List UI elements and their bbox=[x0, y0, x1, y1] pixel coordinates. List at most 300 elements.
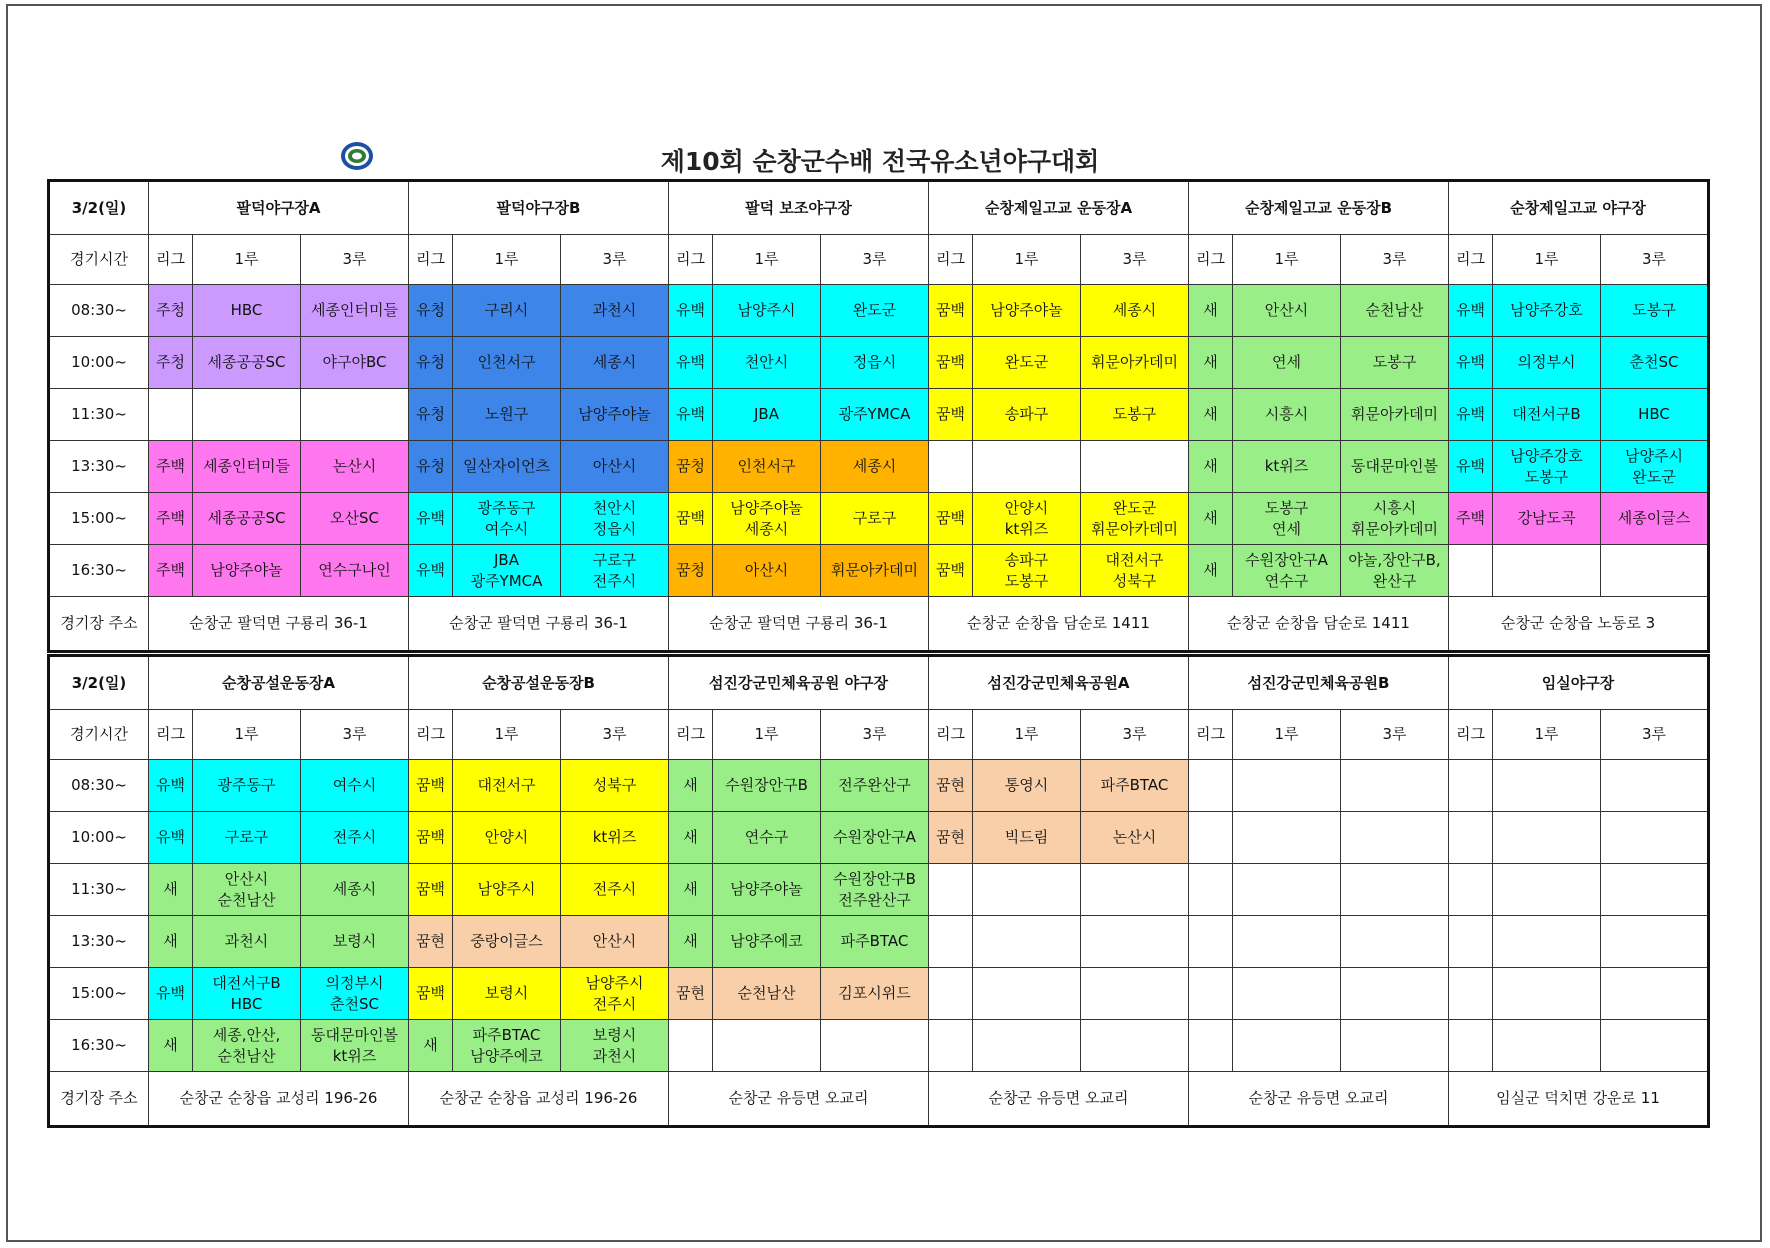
third-base-team bbox=[1601, 389, 1709, 441]
game-row bbox=[49, 493, 1709, 545]
first-base-header: 1루 bbox=[1493, 710, 1601, 760]
third-base-team bbox=[1341, 812, 1449, 864]
venue-address: 순창군 순창읍 담순로 1411 bbox=[929, 597, 1189, 652]
team-name: 아산시 bbox=[592, 457, 637, 475]
first-base-team bbox=[193, 968, 301, 1020]
address-label: 경기장 주소 bbox=[49, 1072, 149, 1127]
team-name: 세종시 bbox=[744, 519, 789, 538]
league-cell: 새 bbox=[1189, 441, 1233, 493]
first-base-team bbox=[193, 337, 301, 389]
team-name: 안산시 bbox=[592, 932, 637, 950]
first-base-team bbox=[1493, 812, 1601, 864]
league-cell: 주백 bbox=[149, 545, 193, 597]
third-base-team bbox=[1081, 493, 1189, 545]
league-cell: 유백 bbox=[669, 285, 713, 337]
venue-address: 순창군 순창읍 교성리 196-26 bbox=[409, 1072, 669, 1127]
first-base-team bbox=[453, 760, 561, 812]
game-row bbox=[49, 441, 1709, 493]
first-base-header: 1루 bbox=[713, 710, 821, 760]
first-base-team bbox=[973, 493, 1081, 545]
league-cell bbox=[929, 441, 973, 493]
team-name: 완산구 bbox=[1372, 571, 1417, 590]
third-base-team bbox=[561, 441, 669, 493]
first-base-team bbox=[1233, 812, 1341, 864]
third-base-team bbox=[1081, 968, 1189, 1020]
venue-name: 섬진강군민체육공원B bbox=[1189, 656, 1449, 710]
first-base-team bbox=[193, 389, 301, 441]
team-name: 파주BTAC bbox=[840, 932, 909, 950]
team-name: 통영시 bbox=[1004, 776, 1049, 794]
third-base-team bbox=[1601, 493, 1709, 545]
team-name: HBC bbox=[230, 994, 263, 1013]
third-base-team bbox=[1341, 441, 1449, 493]
team-name: 안양시 bbox=[1004, 498, 1049, 517]
team-name: 논산시 bbox=[1112, 828, 1157, 846]
first-base-team bbox=[1493, 441, 1601, 493]
third-base-team bbox=[1601, 968, 1709, 1020]
team-name: 중랑이글스 bbox=[470, 932, 543, 950]
first-base-team bbox=[1233, 285, 1341, 337]
team-name: 전주시 bbox=[592, 571, 637, 590]
third-base-team bbox=[1341, 968, 1449, 1020]
venue-header-row bbox=[49, 656, 1709, 710]
league-cell: 새 bbox=[669, 916, 713, 968]
game-time: 10:00~ bbox=[49, 812, 149, 864]
first-base-team bbox=[453, 389, 561, 441]
team-name: kt위즈 bbox=[332, 1046, 377, 1065]
third-base-team bbox=[301, 916, 409, 968]
third-base-team bbox=[1601, 1020, 1709, 1072]
league-cell: 유백 bbox=[149, 812, 193, 864]
team-name: 전주완산구 bbox=[838, 776, 911, 794]
team-name: 도봉구 bbox=[1264, 498, 1309, 517]
third-base-team bbox=[1081, 389, 1189, 441]
team-name: 연수구 bbox=[744, 828, 789, 846]
third-base-team bbox=[1601, 441, 1709, 493]
first-base-team bbox=[973, 337, 1081, 389]
third-base-team bbox=[1601, 864, 1709, 916]
league-cell bbox=[1189, 968, 1233, 1020]
team-name: 남양주시 bbox=[585, 973, 644, 992]
venue-name: 순창제일고교 운동장B bbox=[1189, 181, 1449, 235]
first-base-team bbox=[453, 337, 561, 389]
league-cell bbox=[149, 389, 193, 441]
third-base-team bbox=[301, 285, 409, 337]
team-name: 세종시 bbox=[592, 353, 637, 371]
third-base-header: 3루 bbox=[821, 235, 929, 285]
venue-name: 팔덕야구장B bbox=[409, 181, 669, 235]
league-cell bbox=[1449, 864, 1493, 916]
team-name: 완도군 bbox=[1112, 498, 1157, 517]
team-name: 보령시 bbox=[592, 1025, 637, 1044]
third-base-team bbox=[301, 441, 409, 493]
league-header: 리그 bbox=[149, 235, 193, 285]
league-cell bbox=[1449, 760, 1493, 812]
game-time: 11:30~ bbox=[49, 389, 149, 441]
league-cell: 꿈백 bbox=[409, 812, 453, 864]
third-base-header: 3루 bbox=[561, 710, 669, 760]
team-name: 남양주시 bbox=[1625, 446, 1683, 465]
league-cell: 유백 bbox=[1449, 337, 1493, 389]
team-name: 남양주야놀 bbox=[990, 301, 1063, 319]
first-base-header: 1루 bbox=[193, 710, 301, 760]
league-cell: 꿈백 bbox=[929, 493, 973, 545]
team-name: 천안시 bbox=[592, 498, 637, 517]
league-cell bbox=[669, 1020, 713, 1072]
first-base-team bbox=[1233, 968, 1341, 1020]
team-name: 수원장안구A bbox=[1245, 550, 1328, 569]
league-cell bbox=[1449, 916, 1493, 968]
third-base-header: 3루 bbox=[301, 235, 409, 285]
team-name: 남양주야놀 bbox=[578, 405, 651, 423]
game-row bbox=[49, 916, 1709, 968]
league-header: 리그 bbox=[929, 710, 973, 760]
league-cell: 유청 bbox=[409, 389, 453, 441]
first-base-team bbox=[713, 864, 821, 916]
third-base-team bbox=[1601, 545, 1709, 597]
third-base-team bbox=[821, 968, 929, 1020]
team-name: 오산SC bbox=[330, 509, 379, 527]
first-base-team bbox=[1493, 1020, 1601, 1072]
team-name: 안양시 bbox=[484, 828, 529, 846]
team-name: 동대문마인볼 bbox=[1351, 457, 1438, 475]
date-label: 3/2(일) bbox=[49, 181, 149, 235]
first-base-team bbox=[453, 545, 561, 597]
league-cell bbox=[1449, 1020, 1493, 1072]
league-header: 리그 bbox=[929, 235, 973, 285]
address-row bbox=[49, 1072, 1709, 1127]
team-name: 성북구 bbox=[592, 776, 637, 794]
team-name: 도봉구 bbox=[1632, 301, 1676, 319]
league-header: 리그 bbox=[149, 710, 193, 760]
first-base-team bbox=[453, 968, 561, 1020]
third-base-team bbox=[821, 285, 929, 337]
team-name: 강남도곡 bbox=[1517, 509, 1576, 527]
third-base-team bbox=[1081, 760, 1189, 812]
team-name: 남양주강호 bbox=[1510, 446, 1583, 465]
first-base-team bbox=[453, 864, 561, 916]
first-base-team bbox=[713, 1020, 821, 1072]
third-base-team bbox=[301, 760, 409, 812]
team-name: 세종,안산, bbox=[212, 1025, 281, 1044]
third-base-team bbox=[1601, 337, 1709, 389]
first-base-team bbox=[193, 441, 301, 493]
league-cell: 새 bbox=[409, 1020, 453, 1072]
first-base-team bbox=[453, 916, 561, 968]
league-header: 리그 bbox=[409, 710, 453, 760]
first-base-team bbox=[193, 916, 301, 968]
team-name: 남양주시 bbox=[737, 301, 796, 319]
third-base-team bbox=[1341, 916, 1449, 968]
first-base-team bbox=[973, 864, 1081, 916]
game-row bbox=[49, 760, 1709, 812]
team-name: 시흥시 bbox=[1264, 405, 1309, 423]
league-cell: 꿈백 bbox=[929, 285, 973, 337]
team-name: 과천시 bbox=[592, 1046, 637, 1065]
venue-header-row bbox=[49, 181, 1709, 235]
third-base-team bbox=[1341, 545, 1449, 597]
team-name: 휘문아카데미 bbox=[1351, 405, 1438, 423]
third-base-team bbox=[1341, 864, 1449, 916]
league-cell: 유백 bbox=[669, 389, 713, 441]
third-base-header: 3루 bbox=[1601, 235, 1709, 285]
league-header: 리그 bbox=[1449, 235, 1493, 285]
game-time: 13:30~ bbox=[49, 916, 149, 968]
team-name: 수원장안구B bbox=[725, 776, 808, 794]
game-time: 08:30~ bbox=[49, 760, 149, 812]
league-cell bbox=[1189, 864, 1233, 916]
team-name: 휘문아카데미 bbox=[831, 561, 918, 579]
third-base-team bbox=[561, 812, 669, 864]
third-base-team bbox=[561, 285, 669, 337]
third-base-team bbox=[561, 545, 669, 597]
third-base-header: 3루 bbox=[301, 710, 409, 760]
column-header-row bbox=[49, 710, 1709, 760]
team-name: 여수시 bbox=[484, 519, 529, 538]
team-name: 구리시 bbox=[484, 301, 529, 319]
league-cell: 새 bbox=[669, 812, 713, 864]
title-row bbox=[46, 138, 1714, 178]
third-base-team bbox=[1081, 285, 1189, 337]
third-base-team bbox=[1601, 285, 1709, 337]
league-cell: 유백 bbox=[1449, 441, 1493, 493]
first-base-header: 1루 bbox=[973, 710, 1081, 760]
third-base-team bbox=[821, 441, 929, 493]
schedule-table-1 bbox=[47, 179, 1710, 653]
team-name: 세종공공SC bbox=[207, 353, 286, 371]
game-row bbox=[49, 968, 1709, 1020]
first-base-team bbox=[1493, 968, 1601, 1020]
team-name: 인천서구 bbox=[477, 353, 536, 371]
team-name: 야놀,장안구B, bbox=[1348, 550, 1441, 569]
third-base-header: 3루 bbox=[1081, 710, 1189, 760]
venue-address: 순창군 순창읍 교성리 196-26 bbox=[149, 1072, 409, 1127]
first-base-team bbox=[453, 812, 561, 864]
third-base-team bbox=[301, 1020, 409, 1072]
game-time: 13:30~ bbox=[49, 441, 149, 493]
league-cell: 꿈백 bbox=[929, 337, 973, 389]
first-base-team bbox=[1233, 441, 1341, 493]
league-cell: 새 bbox=[1189, 337, 1233, 389]
league-cell: 주백 bbox=[149, 493, 193, 545]
third-base-team bbox=[1081, 545, 1189, 597]
venue-address: 순창군 팔덕면 구룡리 36-1 bbox=[149, 597, 409, 652]
third-base-team bbox=[301, 389, 409, 441]
first-base-header: 1루 bbox=[973, 235, 1081, 285]
date-label: 3/2(일) bbox=[49, 656, 149, 710]
first-base-team bbox=[973, 1020, 1081, 1072]
first-base-team bbox=[973, 441, 1081, 493]
league-cell: 꿈백 bbox=[669, 493, 713, 545]
league-cell: 새 bbox=[669, 864, 713, 916]
team-name: 남양주에코 bbox=[470, 1046, 543, 1065]
team-name: 남양주강호 bbox=[1510, 301, 1583, 319]
schedule-table-2 bbox=[47, 654, 1710, 1128]
first-base-team bbox=[1233, 389, 1341, 441]
third-base-team bbox=[1341, 760, 1449, 812]
team-name: 순천남산 bbox=[737, 984, 796, 1002]
team-name: 노원구 bbox=[484, 405, 529, 423]
first-base-header: 1루 bbox=[453, 710, 561, 760]
third-base-team bbox=[1601, 812, 1709, 864]
third-base-team bbox=[821, 493, 929, 545]
team-name: kt위즈 bbox=[1264, 457, 1309, 475]
venue-name: 팔덕야구장A bbox=[149, 181, 409, 235]
league-header: 리그 bbox=[669, 235, 713, 285]
page-title: 제10회 순창군수배 전국유소년야구대회 bbox=[660, 147, 1100, 176]
team-name: 춘천SC bbox=[1629, 353, 1679, 371]
third-base-team bbox=[1341, 337, 1449, 389]
third-base-team bbox=[1081, 1020, 1189, 1072]
team-name: 세종시 bbox=[852, 457, 897, 475]
third-base-team bbox=[1601, 760, 1709, 812]
first-base-team bbox=[973, 545, 1081, 597]
game-time: 15:00~ bbox=[49, 493, 149, 545]
venue-name: 순창제일고교 야구장 bbox=[1449, 181, 1709, 235]
third-base-team bbox=[561, 493, 669, 545]
league-header: 리그 bbox=[1189, 235, 1233, 285]
team-name: 구로구 bbox=[852, 509, 897, 527]
third-base-team bbox=[561, 337, 669, 389]
team-name: 광주동구 bbox=[217, 776, 276, 794]
third-base-team bbox=[821, 864, 929, 916]
first-base-team bbox=[1493, 545, 1601, 597]
third-base-team bbox=[821, 812, 929, 864]
first-base-team bbox=[453, 285, 561, 337]
venue-address: 순창군 팔덕면 구룡리 36-1 bbox=[669, 597, 929, 652]
team-name: 남양주야놀 bbox=[730, 880, 803, 898]
league-cell: 새 bbox=[149, 864, 193, 916]
third-base-team bbox=[1081, 916, 1189, 968]
league-cell bbox=[1189, 1020, 1233, 1072]
team-name: 정읍시 bbox=[852, 353, 897, 371]
team-name: kt위즈 bbox=[592, 828, 637, 846]
league-cell: 유청 bbox=[409, 441, 453, 493]
venue-address: 임실군 덕치면 강운로 11 bbox=[1449, 1072, 1709, 1127]
league-cell: 주청 bbox=[149, 337, 193, 389]
venue-name: 순창공설운동장A bbox=[149, 656, 409, 710]
team-name: 연세 bbox=[1272, 353, 1301, 371]
team-name: 논산시 bbox=[332, 457, 377, 475]
third-base-team bbox=[821, 337, 929, 389]
league-cell bbox=[1449, 812, 1493, 864]
third-base-team bbox=[561, 760, 669, 812]
league-cell: 주청 bbox=[149, 285, 193, 337]
league-cell: 새 bbox=[1189, 285, 1233, 337]
team-name: 완도군 bbox=[1004, 353, 1049, 371]
league-cell: 유청 bbox=[409, 337, 453, 389]
team-name: 도봉구 bbox=[1524, 467, 1569, 486]
venue-address: 순창군 유등면 오교리 bbox=[1189, 1072, 1449, 1127]
address-label: 경기장 주소 bbox=[49, 597, 149, 652]
team-name: 춘천SC bbox=[330, 994, 379, 1013]
first-base-team bbox=[713, 968, 821, 1020]
league-cell bbox=[929, 1020, 973, 1072]
team-name: 전주시 bbox=[592, 994, 637, 1013]
team-name: 안산시 bbox=[1264, 301, 1309, 319]
team-name: 일산자이언츠 bbox=[463, 457, 550, 475]
league-cell: 새 bbox=[149, 1020, 193, 1072]
team-name: 휘문아카데미 bbox=[1351, 519, 1438, 538]
league-cell: 새 bbox=[669, 760, 713, 812]
game-time: 15:00~ bbox=[49, 968, 149, 1020]
third-base-header: 3루 bbox=[1341, 710, 1449, 760]
league-cell: 새 bbox=[1189, 493, 1233, 545]
team-name: 구로구 bbox=[224, 828, 269, 846]
team-name: 연수구 bbox=[1264, 571, 1309, 590]
league-cell: 꿈백 bbox=[409, 864, 453, 916]
team-name: 송파구 bbox=[1004, 405, 1049, 423]
third-base-team bbox=[301, 337, 409, 389]
team-name: 세종시 bbox=[332, 880, 377, 898]
league-cell: 꿈청 bbox=[669, 545, 713, 597]
league-cell: 유백 bbox=[409, 545, 453, 597]
league-cell: 꿈현 bbox=[409, 916, 453, 968]
first-base-team bbox=[193, 493, 301, 545]
league-cell bbox=[929, 864, 973, 916]
team-name: 보령시 bbox=[484, 984, 529, 1002]
team-name: 의정부시 bbox=[325, 973, 384, 992]
first-base-team bbox=[973, 916, 1081, 968]
league-cell: 유백 bbox=[149, 760, 193, 812]
team-name: 과천시 bbox=[592, 301, 637, 319]
league-cell: 주백 bbox=[149, 441, 193, 493]
first-base-team bbox=[1493, 916, 1601, 968]
venue-name: 섬진강군민체육공원 야구장 bbox=[669, 656, 929, 710]
league-cell: 꿈백 bbox=[409, 968, 453, 1020]
team-name: 시흥시 bbox=[1372, 498, 1417, 517]
league-cell: 꿈현 bbox=[929, 812, 973, 864]
third-base-team bbox=[1341, 493, 1449, 545]
team-name: 남양주에코 bbox=[730, 932, 803, 950]
game-row bbox=[49, 864, 1709, 916]
third-base-team bbox=[1601, 916, 1709, 968]
first-base-team bbox=[973, 812, 1081, 864]
game-row bbox=[49, 285, 1709, 337]
league-cell bbox=[1189, 812, 1233, 864]
third-base-header: 3루 bbox=[1341, 235, 1449, 285]
third-base-team bbox=[821, 1020, 929, 1072]
venue-address: 순창군 팔덕면 구룡리 36-1 bbox=[409, 597, 669, 652]
team-name: JBA bbox=[754, 405, 779, 423]
team-name: 정읍시 bbox=[592, 519, 637, 538]
team-name: 광주YMCA bbox=[470, 571, 543, 590]
league-cell bbox=[1449, 545, 1493, 597]
first-base-team bbox=[1493, 389, 1601, 441]
game-time: 11:30~ bbox=[49, 864, 149, 916]
team-name: 남양주야놀 bbox=[730, 498, 803, 517]
first-base-team bbox=[713, 760, 821, 812]
team-name: 파주BTAC bbox=[472, 1025, 541, 1044]
league-cell: 꿈백 bbox=[929, 545, 973, 597]
league-cell bbox=[929, 916, 973, 968]
league-cell bbox=[1189, 916, 1233, 968]
first-base-team bbox=[1493, 285, 1601, 337]
team-name: 광주동구 bbox=[477, 498, 536, 517]
league-cell: 꿈현 bbox=[929, 760, 973, 812]
team-name: 세종이글스 bbox=[1617, 509, 1691, 527]
third-base-team bbox=[1081, 864, 1189, 916]
third-base-team bbox=[561, 389, 669, 441]
first-base-team bbox=[193, 864, 301, 916]
third-base-team bbox=[301, 864, 409, 916]
team-name: 천안시 bbox=[744, 353, 789, 371]
first-base-team bbox=[1493, 337, 1601, 389]
team-name: 순천남산 bbox=[217, 890, 276, 909]
first-base-team bbox=[1493, 864, 1601, 916]
venue-address: 순창군 순창읍 노동로 3 bbox=[1449, 597, 1709, 652]
first-base-team bbox=[973, 285, 1081, 337]
